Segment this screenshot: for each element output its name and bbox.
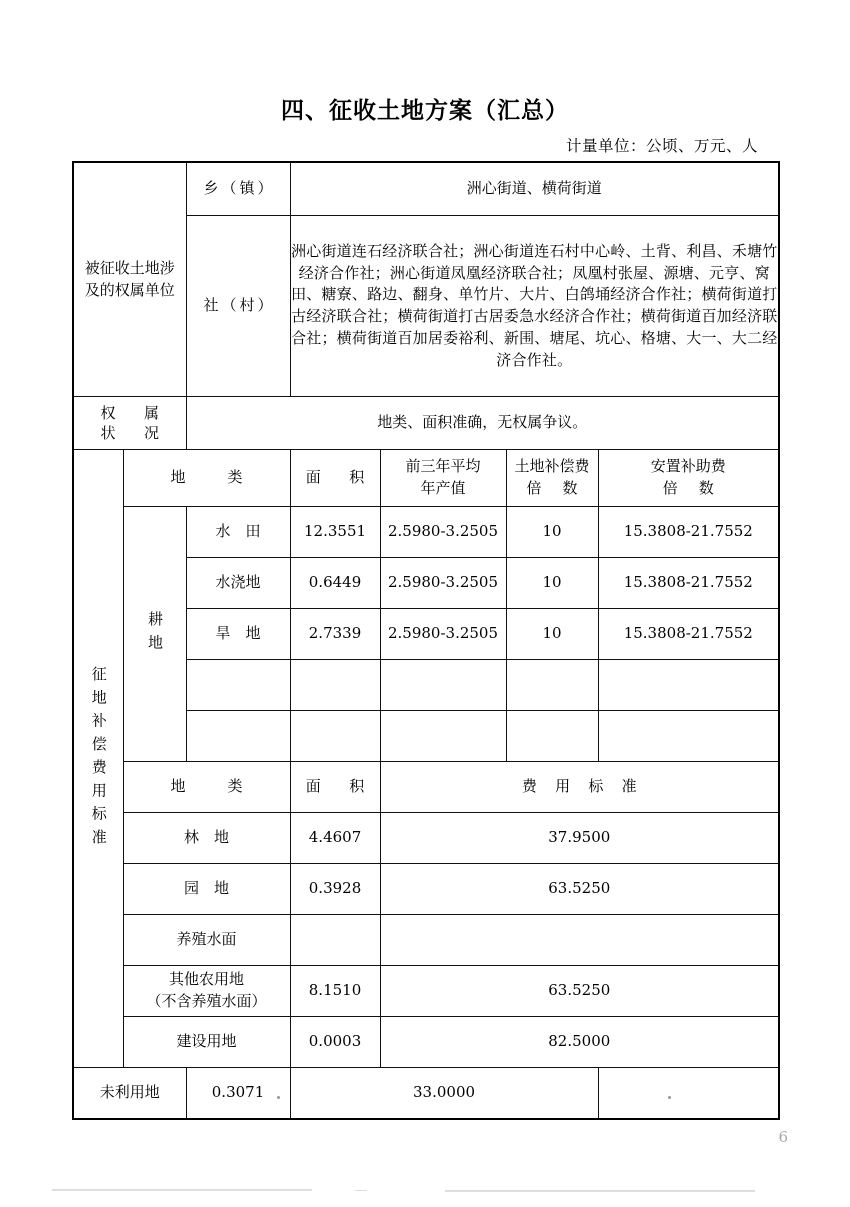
- cell-area: 8.1510: [290, 966, 380, 1017]
- page-title: 四、征收土地方案（汇总）: [281, 97, 569, 124]
- header-area-1-text: 面 积: [305, 468, 372, 487]
- header-land-compensation-line1: 土地补偿费: [514, 457, 590, 476]
- scan-streak-middle: [355, 1190, 367, 1191]
- township-label: 乡（镇）: [203, 179, 276, 198]
- compensation-side-label: 征地补偿费用标准: [89, 665, 108, 852]
- header-land-compensation: [506, 450, 598, 507]
- township-value: 洲心街道、横荷街道: [466, 179, 602, 198]
- cell-land-type: 建设用地: [123, 1017, 290, 1068]
- table-row-other-4: [73, 1017, 779, 1068]
- cell-avg-yield: 2.5980-3.2505: [380, 558, 506, 609]
- cell-avg-yield: 2.5980-3.2505: [380, 507, 506, 558]
- cell-fee-standard: [380, 915, 779, 966]
- cell-area: 0.3071: [186, 1068, 290, 1120]
- cell-fee-standard: 33.0000: [290, 1068, 598, 1120]
- header-land-compensation-line2: 倍 数: [526, 479, 581, 497]
- cell-area: 2.7339: [290, 609, 380, 660]
- header-resettlement: [598, 450, 779, 507]
- cell-resettle-multiple: [598, 711, 779, 762]
- cultivated-land-label-wrap: [124, 611, 186, 658]
- cell-avg-yield: 2.5980-3.2505: [380, 609, 506, 660]
- table-row-township: [73, 162, 779, 216]
- cell-avg-yield: [380, 711, 506, 762]
- village-label: 社（村）: [203, 296, 276, 315]
- table-row-other-5: [73, 1068, 779, 1120]
- cell-avg-yield: [380, 660, 506, 711]
- ownership-unit-row-label-text: 被征收土地涉及的权属单位: [84, 258, 175, 299]
- cell-area: 0.0003: [290, 1017, 380, 1068]
- cell-land-comp-multiple: 10: [506, 609, 598, 660]
- cell-area: 12.3551: [290, 507, 380, 558]
- ownership-status-label-line1: 权 属: [100, 403, 166, 422]
- header-avg-yield: [380, 450, 506, 507]
- cell-area: 0.3928: [290, 864, 380, 915]
- ownership-status-value: 地类、面积准确，无权属争议。: [377, 413, 588, 432]
- cultivated-land-label: 耕地: [146, 610, 164, 658]
- cultivated-land-label-cell: [123, 507, 186, 762]
- cell-land-type: 园 地: [123, 864, 290, 915]
- table-row-header-group1: [73, 450, 779, 507]
- cell-land-comp-multiple: [506, 711, 598, 762]
- header-area-2: [290, 762, 380, 813]
- cell-area: 0.6449: [290, 558, 380, 609]
- header-avg-yield-line2: 年产值: [420, 479, 466, 497]
- village-value-cell: [290, 216, 779, 397]
- cell-resettle-multiple: 15.3808-21.7552: [598, 507, 779, 558]
- cell-land-type: 水浇地: [186, 558, 290, 609]
- cell-resettle-multiple: 15.3808-21.7552: [598, 558, 779, 609]
- page-number: 6: [778, 1128, 788, 1146]
- cell-area: [290, 711, 380, 762]
- compensation-side-label-cell: [73, 450, 123, 1068]
- township-label-cell: [186, 162, 290, 216]
- cell-area: 4.4607: [290, 813, 380, 864]
- table-row-other-2: [73, 915, 779, 966]
- cell-land-type: 旱 地: [186, 609, 290, 660]
- header-area-2-text: 面 积: [305, 777, 372, 796]
- cell-land-comp-multiple: 10: [506, 558, 598, 609]
- table-row-header-group2: [73, 762, 779, 813]
- header-fee-standard-text: 费 用 标 准: [521, 777, 644, 796]
- scan-streak-right: [445, 1190, 755, 1192]
- table-row-other-3: [73, 966, 779, 1017]
- header-resettlement-line1: 安置补助费: [650, 457, 726, 476]
- ownership-unit-row-label: [73, 162, 186, 397]
- cell-land-comp-multiple: [506, 660, 598, 711]
- cell-fee-standard: 63.5250: [380, 864, 779, 915]
- header-fee-standard: [380, 762, 779, 813]
- measurement-unit-note: 计量单位：公顷、万元、人: [565, 137, 758, 155]
- cell-fee-standard: 37.9500: [380, 813, 779, 864]
- table-row-other-1: [73, 864, 779, 915]
- village-label-cell: [186, 216, 290, 397]
- header-land-type-1-text: 地 类: [170, 468, 257, 487]
- cell-resettle-multiple: [598, 660, 779, 711]
- table-row-other-0: [73, 813, 779, 864]
- scan-streak-left: [52, 1189, 312, 1191]
- cell-land-comp-multiple: 10: [506, 507, 598, 558]
- scan-dot-right: [668, 1096, 671, 1099]
- header-land-type-1: [123, 450, 290, 507]
- header-land-type-2: [123, 762, 290, 813]
- scan-dot-left: [277, 1096, 280, 1099]
- compensation-side-label-wrap: [74, 666, 123, 852]
- cell-land-type: [186, 660, 290, 711]
- cell-area: [290, 915, 380, 966]
- land-acquisition-table-wrapper: [72, 161, 778, 1120]
- header-resettlement-line2: 倍 数: [662, 479, 717, 497]
- cell-land-type: [186, 711, 290, 762]
- ownership-status-value-cell: [186, 397, 779, 450]
- cell-fee-standard: 63.5250: [380, 966, 779, 1017]
- cell-land-type: 未利用地: [73, 1068, 186, 1120]
- cell-area: [290, 660, 380, 711]
- land-acquisition-table: [72, 161, 780, 1120]
- village-value: 洲心街道连石经济联合社；洲心街道连石村中心岭、土背、利昌、禾塘竹经济合作社；洲心街道凤凰经济联合社；凤凰村张屋、源塘、元亨、窝田、糖寮、路边、翻身、单竹片、大片、白鸽埇经济合作社；横荷街道打古经济联合社；横荷街道打古居委急水经济合作社；横荷街道百加经济联合社；横荷街道百加居委裕利、新围、塘尾、坑心、格塘、大一、大二经济合作社。: [291, 241, 778, 369]
- ownership-status-label-line2: 状 况: [100, 424, 166, 442]
- table-row-cultivated-0: [73, 507, 779, 558]
- header-area-1: [290, 450, 380, 507]
- cell-land-type: 其他农用地 （不含养殖水面）: [123, 966, 290, 1017]
- cell-land-type: 林 地: [123, 813, 290, 864]
- header-avg-yield-line1: 前三年平均: [405, 457, 481, 476]
- table-row-ownership-status: [73, 397, 779, 450]
- ownership-status-label: [74, 403, 186, 444]
- cell-resettle-multiple: 15.3808-21.7552: [598, 609, 779, 660]
- township-value-cell: [290, 162, 779, 216]
- header-land-type-2-text: 地 类: [170, 777, 257, 796]
- ownership-status-label-cell: [73, 397, 186, 450]
- cell-land-type: 水 田: [186, 507, 290, 558]
- cell-land-type: 养殖水面: [123, 915, 290, 966]
- cell-fee-standard: 82.5000: [380, 1017, 779, 1068]
